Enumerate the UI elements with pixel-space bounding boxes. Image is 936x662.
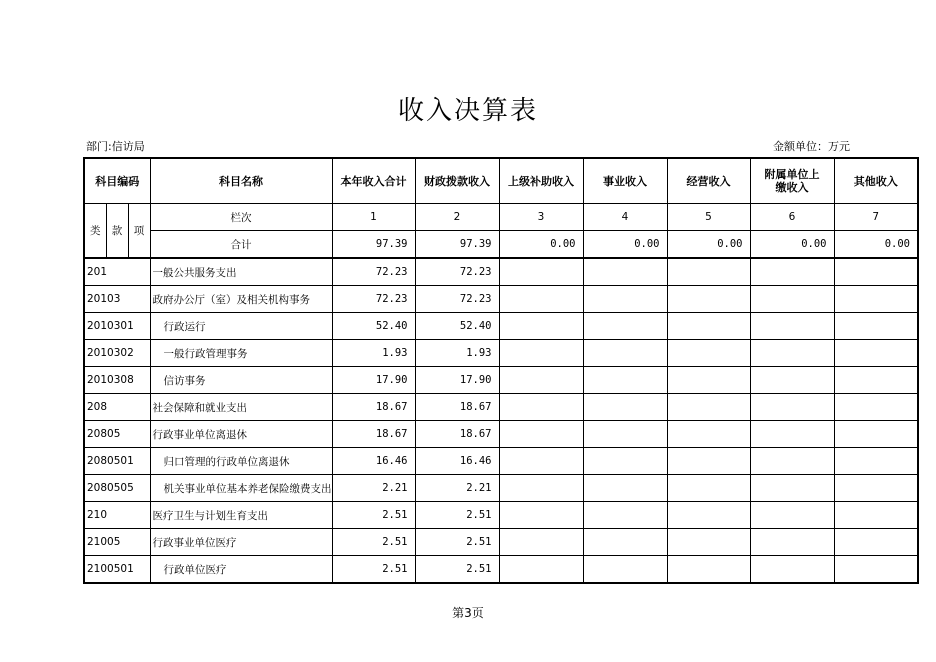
col-num-1: 1 <box>332 204 415 231</box>
sub-lei: 类 <box>84 204 106 259</box>
total-label: 合计 <box>150 231 332 259</box>
header-col-3: 上级补助收入 <box>499 158 583 204</box>
row-empty <box>834 394 918 421</box>
header-col-4: 事业收入 <box>583 158 667 204</box>
header-col-1: 本年收入合计 <box>332 158 415 204</box>
row-empty <box>499 340 583 367</box>
row-code: 20103 <box>84 286 150 313</box>
total-val-2: 97.39 <box>415 231 499 259</box>
sub-xiang: 项 <box>128 204 150 259</box>
row-total: 16.46 <box>332 448 415 475</box>
row-name: 机关事业单位基本养老保险缴费支出 <box>150 475 332 502</box>
row-empty <box>750 529 834 556</box>
header-row <box>84 158 918 204</box>
row-empty <box>750 313 834 340</box>
row-empty <box>750 475 834 502</box>
row-code: 20805 <box>84 421 150 448</box>
row-empty <box>834 556 918 584</box>
row-fiscal: 17.90 <box>415 367 499 394</box>
row-empty <box>583 421 667 448</box>
page-number: 第3页 <box>452 606 484 620</box>
row-empty <box>750 448 834 475</box>
row-empty <box>834 258 918 286</box>
row-empty <box>583 367 667 394</box>
row-fiscal: 18.67 <box>415 394 499 421</box>
row-total: 2.51 <box>332 502 415 529</box>
row-total: 2.51 <box>332 529 415 556</box>
row-name: 一般行政管理事务 <box>150 340 332 367</box>
row-empty <box>834 340 918 367</box>
row-fiscal: 72.23 <box>415 258 499 286</box>
row-empty <box>499 448 583 475</box>
total-val-1: 97.39 <box>332 231 415 259</box>
row-empty <box>750 421 834 448</box>
row-code: 21005 <box>84 529 150 556</box>
row-total: 2.51 <box>332 556 415 584</box>
table-row <box>84 258 918 286</box>
row-empty <box>499 367 583 394</box>
total-val-4: 0.00 <box>583 231 667 259</box>
row-empty <box>750 556 834 584</box>
col-num-6: 6 <box>750 204 834 231</box>
table-row <box>84 448 918 475</box>
table-row <box>84 286 918 313</box>
row-total: 1.93 <box>332 340 415 367</box>
row-empty <box>499 313 583 340</box>
column-number-row <box>84 204 918 231</box>
row-empty <box>499 394 583 421</box>
row-total: 52.40 <box>332 313 415 340</box>
table-row <box>84 340 918 367</box>
row-empty <box>499 475 583 502</box>
row-name: 行政运行 <box>150 313 332 340</box>
row-empty <box>499 258 583 286</box>
row-name: 信访事务 <box>150 367 332 394</box>
row-empty <box>583 313 667 340</box>
header-name: 科目名称 <box>150 158 332 204</box>
amount-unit-label: 金额单位：万元 <box>773 140 850 153</box>
row-empty <box>499 529 583 556</box>
col-num-5: 5 <box>667 204 750 231</box>
header-col-6 <box>750 158 834 204</box>
row-name: 政府办公厅（室）及相关机构事务 <box>150 286 332 313</box>
row-name: 一般公共服务支出 <box>150 258 332 286</box>
row-empty <box>583 258 667 286</box>
row-code: 2100501 <box>84 556 150 584</box>
header-code: 科目编码 <box>84 158 150 204</box>
row-empty <box>834 475 918 502</box>
col-num-3: 3 <box>499 204 583 231</box>
row-empty <box>667 529 750 556</box>
row-name: 行政单位医疗 <box>150 556 332 584</box>
row-total: 18.67 <box>332 394 415 421</box>
row-total: 72.23 <box>332 286 415 313</box>
table-row <box>84 313 918 340</box>
row-code: 2080501 <box>84 448 150 475</box>
row-empty <box>750 367 834 394</box>
row-empty <box>583 529 667 556</box>
table-row <box>84 502 918 529</box>
sub-lanci: 栏次 <box>150 204 332 231</box>
row-code: 201 <box>84 258 150 286</box>
row-empty <box>499 421 583 448</box>
col-num-2: 2 <box>415 204 499 231</box>
total-val-5: 0.00 <box>667 231 750 259</box>
row-empty <box>583 394 667 421</box>
total-val-6: 0.00 <box>750 231 834 259</box>
row-empty <box>667 313 750 340</box>
row-total: 72.23 <box>332 258 415 286</box>
row-empty <box>667 340 750 367</box>
table-row <box>84 475 918 502</box>
row-empty <box>667 367 750 394</box>
total-row <box>84 231 918 259</box>
row-empty <box>750 258 834 286</box>
row-empty <box>583 556 667 584</box>
row-name: 行政事业单位离退休 <box>150 421 332 448</box>
row-empty <box>834 448 918 475</box>
row-empty <box>583 340 667 367</box>
row-empty <box>834 529 918 556</box>
row-empty <box>750 394 834 421</box>
row-total: 18.67 <box>332 421 415 448</box>
header-col-2: 财政拨款收入 <box>415 158 499 204</box>
report-title: 收入决算表 <box>397 96 538 126</box>
total-val-7: 0.00 <box>834 231 918 259</box>
table-row <box>84 394 918 421</box>
row-fiscal: 2.51 <box>415 556 499 584</box>
row-fiscal: 2.21 <box>415 475 499 502</box>
row-code: 2010308 <box>84 367 150 394</box>
row-empty <box>667 475 750 502</box>
row-name: 医疗卫生与计划生育支出 <box>150 502 332 529</box>
row-empty <box>834 502 918 529</box>
col-num-7: 7 <box>834 204 918 231</box>
row-fiscal: 18.67 <box>415 421 499 448</box>
table-row <box>84 367 918 394</box>
row-empty <box>667 448 750 475</box>
row-empty <box>499 502 583 529</box>
row-fiscal: 1.93 <box>415 340 499 367</box>
row-empty <box>750 340 834 367</box>
row-empty <box>667 258 750 286</box>
header-col-7: 其他收入 <box>834 158 918 204</box>
row-empty <box>499 286 583 313</box>
row-empty <box>750 286 834 313</box>
row-empty <box>667 502 750 529</box>
row-code: 208 <box>84 394 150 421</box>
row-code: 2010302 <box>84 340 150 367</box>
header-col-5: 经营收入 <box>667 158 750 204</box>
row-empty <box>834 286 918 313</box>
row-fiscal: 72.23 <box>415 286 499 313</box>
row-fiscal: 2.51 <box>415 529 499 556</box>
total-val-3: 0.00 <box>499 231 583 259</box>
row-code: 2080505 <box>84 475 150 502</box>
row-fiscal: 16.46 <box>415 448 499 475</box>
row-code: 2010301 <box>84 313 150 340</box>
row-fiscal: 2.51 <box>415 502 499 529</box>
col-num-4: 4 <box>583 204 667 231</box>
row-empty <box>499 556 583 584</box>
row-fiscal: 52.40 <box>415 313 499 340</box>
row-empty <box>834 367 918 394</box>
sub-kuan: 款 <box>106 204 128 259</box>
row-total: 2.21 <box>332 475 415 502</box>
table-row <box>84 556 918 584</box>
row-empty <box>667 421 750 448</box>
table-row <box>84 421 918 448</box>
row-empty <box>667 286 750 313</box>
row-name: 行政事业单位医疗 <box>150 529 332 556</box>
row-empty <box>834 313 918 340</box>
row-total: 17.90 <box>332 367 415 394</box>
table-row <box>84 529 918 556</box>
row-name: 社会保障和就业支出 <box>150 394 332 421</box>
department-label: 部门:信访局 <box>86 140 145 153</box>
header-col-6-text: 附属单位上缴收入 <box>764 168 820 194</box>
row-code: 210 <box>84 502 150 529</box>
row-empty <box>750 502 834 529</box>
row-empty <box>583 502 667 529</box>
row-empty <box>583 448 667 475</box>
row-empty <box>667 556 750 584</box>
row-empty <box>834 421 918 448</box>
row-empty <box>667 394 750 421</box>
row-empty <box>583 286 667 313</box>
row-empty <box>583 475 667 502</box>
row-name: 归口管理的行政单位离退休 <box>150 448 332 475</box>
income-table <box>83 157 919 584</box>
